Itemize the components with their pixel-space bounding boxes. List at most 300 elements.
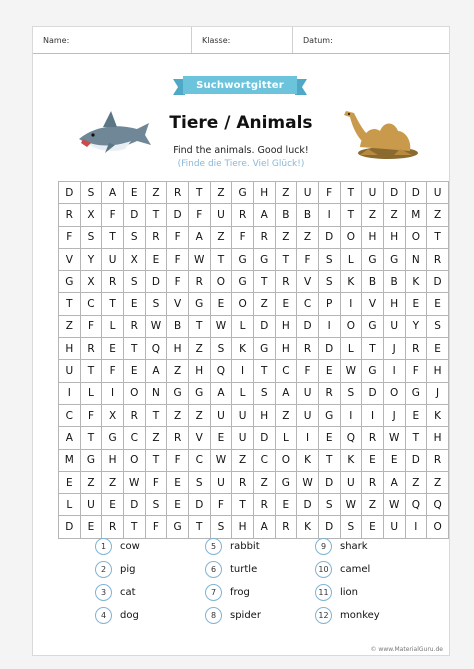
- grid-cell[interactable]: T: [188, 182, 210, 204]
- grid-cell[interactable]: U: [427, 182, 449, 204]
- grid-cell[interactable]: E: [102, 494, 124, 516]
- grid-cell[interactable]: B: [362, 271, 384, 293]
- grid-cell[interactable]: B: [167, 315, 189, 337]
- grid-cell[interactable]: U: [340, 471, 362, 493]
- grid-cell[interactable]: E: [210, 293, 232, 315]
- grid-cell[interactable]: E: [167, 471, 189, 493]
- grid-cell[interactable]: Z: [405, 471, 427, 493]
- grid-cell[interactable]: D: [59, 516, 81, 538]
- grid-cell[interactable]: O: [275, 449, 297, 471]
- grid-cell[interactable]: S: [253, 382, 275, 404]
- grid-cell[interactable]: Z: [80, 471, 102, 493]
- grid-cell[interactable]: D: [123, 494, 145, 516]
- grid-cell[interactable]: C: [275, 360, 297, 382]
- grid-cell[interactable]: G: [362, 360, 384, 382]
- grid-cell[interactable]: R: [80, 338, 102, 360]
- grid-cell[interactable]: K: [340, 271, 362, 293]
- grid-cell[interactable]: F: [232, 226, 254, 248]
- grid-cell[interactable]: Z: [275, 404, 297, 426]
- grid-cell[interactable]: G: [80, 449, 102, 471]
- grid-cell[interactable]: C: [297, 293, 319, 315]
- grid-cell[interactable]: T: [188, 315, 210, 337]
- grid-cell[interactable]: F: [297, 248, 319, 270]
- grid-cell[interactable]: I: [318, 204, 340, 226]
- grid-cell[interactable]: R: [123, 315, 145, 337]
- grid-cell[interactable]: X: [123, 248, 145, 270]
- grid-cell[interactable]: D: [383, 182, 405, 204]
- grid-cell[interactable]: H: [427, 360, 449, 382]
- grid-cell[interactable]: R: [275, 271, 297, 293]
- grid-cell[interactable]: L: [340, 248, 362, 270]
- grid-cell[interactable]: E: [405, 293, 427, 315]
- grid-cell[interactable]: U: [232, 404, 254, 426]
- grid-cell[interactable]: D: [253, 315, 275, 337]
- grid-cell[interactable]: U: [59, 360, 81, 382]
- grid-cell[interactable]: D: [123, 204, 145, 226]
- grid-cell[interactable]: A: [275, 382, 297, 404]
- grid-cell[interactable]: U: [383, 315, 405, 337]
- grid-cell[interactable]: Z: [383, 204, 405, 226]
- grid-cell[interactable]: T: [232, 494, 254, 516]
- grid-cell[interactable]: Z: [275, 182, 297, 204]
- grid-cell[interactable]: F: [80, 404, 102, 426]
- grid-cell[interactable]: C: [123, 427, 145, 449]
- grid-cell[interactable]: G: [362, 315, 384, 337]
- grid-cell[interactable]: I: [102, 382, 124, 404]
- grid-cell[interactable]: R: [232, 471, 254, 493]
- grid-cell[interactable]: R: [59, 204, 81, 226]
- grid-cell[interactable]: T: [123, 338, 145, 360]
- grid-cell[interactable]: F: [102, 204, 124, 226]
- word-text: lion: [340, 587, 359, 598]
- grid-cell[interactable]: M: [59, 449, 81, 471]
- grid-cell[interactable]: Z: [59, 315, 81, 337]
- grid-cell[interactable]: R: [123, 404, 145, 426]
- grid-cell[interactable]: O: [427, 516, 449, 538]
- grid-cell[interactable]: V: [362, 293, 384, 315]
- grid-cell[interactable]: E: [210, 427, 232, 449]
- grid-cell[interactable]: N: [405, 248, 427, 270]
- grid-cell[interactable]: C: [80, 293, 102, 315]
- date-field[interactable]: [293, 27, 449, 53]
- grid-cell[interactable]: O: [210, 271, 232, 293]
- grid-cell[interactable]: C: [188, 449, 210, 471]
- grid-cell[interactable]: G: [405, 382, 427, 404]
- grid-cell[interactable]: T: [340, 204, 362, 226]
- grid-cell[interactable]: U: [362, 182, 384, 204]
- grid-cell[interactable]: T: [145, 404, 167, 426]
- grid-cell[interactable]: F: [145, 471, 167, 493]
- grid-cell[interactable]: R: [362, 427, 384, 449]
- grid-cell[interactable]: R: [362, 471, 384, 493]
- grid-cell[interactable]: F: [210, 494, 232, 516]
- grid-cell[interactable]: D: [318, 226, 340, 248]
- grid-cell[interactable]: M: [405, 204, 427, 226]
- grid-cell[interactable]: U: [232, 427, 254, 449]
- grid-cell[interactable]: E: [123, 182, 145, 204]
- grid-cell[interactable]: H: [232, 516, 254, 538]
- grid-cell[interactable]: H: [383, 226, 405, 248]
- grid-cell[interactable]: G: [232, 182, 254, 204]
- grid-cell[interactable]: S: [210, 516, 232, 538]
- grid-cell[interactable]: U: [210, 204, 232, 226]
- grid-cell[interactable]: Z: [362, 204, 384, 226]
- grid-cell[interactable]: I: [297, 427, 319, 449]
- grid-cell[interactable]: U: [383, 516, 405, 538]
- grid-cell[interactable]: H: [383, 293, 405, 315]
- grid-cell[interactable]: L: [275, 427, 297, 449]
- grid-cell[interactable]: K: [405, 271, 427, 293]
- grid-cell[interactable]: J: [383, 338, 405, 360]
- banner-ribbon: [173, 75, 307, 97]
- grid-cell[interactable]: E: [275, 494, 297, 516]
- grid-cell[interactable]: G: [167, 516, 189, 538]
- grid-cell[interactable]: T: [188, 516, 210, 538]
- grid-cell[interactable]: O: [405, 226, 427, 248]
- grid-cell[interactable]: I: [318, 315, 340, 337]
- grid-cell[interactable]: H: [275, 315, 297, 337]
- grid-cell[interactable]: G: [383, 248, 405, 270]
- grid-cell[interactable]: A: [59, 427, 81, 449]
- name-field[interactable]: [33, 27, 192, 53]
- grid-cell[interactable]: L: [59, 494, 81, 516]
- grid-cell[interactable]: D: [405, 449, 427, 471]
- grid-cell[interactable]: Z: [102, 471, 124, 493]
- grid-cell[interactable]: J: [427, 382, 449, 404]
- grid-cell[interactable]: R: [145, 226, 167, 248]
- grid-cell[interactable]: Z: [167, 360, 189, 382]
- grid-cell[interactable]: F: [188, 204, 210, 226]
- grid-cell[interactable]: D: [253, 427, 275, 449]
- grid-cell[interactable]: W: [188, 248, 210, 270]
- grid-cell[interactable]: G: [362, 248, 384, 270]
- grid-cell[interactable]: D: [297, 315, 319, 337]
- grid-cell[interactable]: R: [318, 382, 340, 404]
- grid-cell[interactable]: R: [232, 204, 254, 226]
- grid-cell[interactable]: W: [210, 449, 232, 471]
- letter-grid-table: [58, 181, 449, 539]
- grid-cell[interactable]: E: [123, 293, 145, 315]
- grid-cell[interactable]: F: [318, 182, 340, 204]
- grid-cell[interactable]: N: [145, 382, 167, 404]
- grid-cell[interactable]: T: [275, 248, 297, 270]
- grid-cell[interactable]: Q: [210, 360, 232, 382]
- grid-cell[interactable]: H: [188, 360, 210, 382]
- grid-cell[interactable]: W: [210, 315, 232, 337]
- grid-cell[interactable]: G: [253, 248, 275, 270]
- grid-cell[interactable]: U: [102, 248, 124, 270]
- grid-cell[interactable]: H: [102, 449, 124, 471]
- grid-cell[interactable]: G: [188, 382, 210, 404]
- grid-row: [59, 182, 449, 204]
- grid-cell[interactable]: D: [405, 182, 427, 204]
- grid-cell[interactable]: E: [405, 404, 427, 426]
- grid-cell[interactable]: S: [80, 226, 102, 248]
- grid-cell[interactable]: T: [210, 248, 232, 270]
- grid-cell[interactable]: R: [275, 516, 297, 538]
- grid-cell[interactable]: X: [80, 204, 102, 226]
- grid-cell[interactable]: Z: [188, 404, 210, 426]
- grid-cell[interactable]: Y: [80, 248, 102, 270]
- word-list-item: [205, 535, 315, 558]
- grid-cell[interactable]: R: [102, 271, 124, 293]
- grid-cell[interactable]: G: [232, 248, 254, 270]
- grid-cell[interactable]: T: [340, 182, 362, 204]
- grid-cell[interactable]: K: [427, 404, 449, 426]
- grid-cell[interactable]: A: [102, 182, 124, 204]
- grid-cell[interactable]: I: [383, 360, 405, 382]
- word-list-item: [315, 604, 425, 627]
- grid-cell[interactable]: Z: [253, 471, 275, 493]
- grid-cell[interactable]: D: [362, 382, 384, 404]
- grid-cell[interactable]: D: [59, 182, 81, 204]
- grid-cell[interactable]: T: [253, 360, 275, 382]
- grid-cell[interactable]: U: [80, 494, 102, 516]
- grid-cell[interactable]: F: [167, 449, 189, 471]
- grid-cell[interactable]: T: [362, 338, 384, 360]
- grid-cell[interactable]: S: [340, 382, 362, 404]
- grid-cell[interactable]: I: [340, 293, 362, 315]
- grid-cell[interactable]: D: [145, 271, 167, 293]
- grid-cell[interactable]: G: [102, 427, 124, 449]
- grid-cell[interactable]: T: [102, 226, 124, 248]
- grid-cell[interactable]: Z: [145, 427, 167, 449]
- grid-cell[interactable]: R: [297, 338, 319, 360]
- grid-cell[interactable]: Y: [405, 315, 427, 337]
- grid-cell[interactable]: K: [232, 338, 254, 360]
- grid-cell[interactable]: Z: [188, 338, 210, 360]
- grid-cell[interactable]: S: [210, 338, 232, 360]
- grid-cell[interactable]: L: [232, 382, 254, 404]
- grid-cell[interactable]: D: [318, 338, 340, 360]
- grid-cell[interactable]: I: [59, 382, 81, 404]
- grid-cell[interactable]: O: [340, 226, 362, 248]
- grid-cell[interactable]: I: [340, 404, 362, 426]
- grid-cell[interactable]: L: [80, 382, 102, 404]
- grid-cell[interactable]: H: [275, 338, 297, 360]
- grid-cell[interactable]: E: [318, 427, 340, 449]
- grid-cell[interactable]: T: [145, 449, 167, 471]
- grid-cell[interactable]: R: [167, 427, 189, 449]
- grid-cell[interactable]: G: [275, 471, 297, 493]
- grid-cell[interactable]: C: [59, 404, 81, 426]
- grid-cell[interactable]: S: [318, 248, 340, 270]
- grid-cell[interactable]: I: [405, 516, 427, 538]
- grid-cell[interactable]: G: [318, 404, 340, 426]
- grid-cell[interactable]: G: [167, 382, 189, 404]
- grid-cell[interactable]: Z: [145, 182, 167, 204]
- grid-cell[interactable]: O: [123, 382, 145, 404]
- grid-cell[interactable]: Z: [210, 226, 232, 248]
- grid-cell[interactable]: E: [167, 494, 189, 516]
- grid-cell[interactable]: B: [275, 204, 297, 226]
- grid-cell[interactable]: A: [253, 204, 275, 226]
- grid-cell[interactable]: A: [188, 226, 210, 248]
- grid-cell[interactable]: S: [123, 226, 145, 248]
- grid-cell[interactable]: B: [383, 271, 405, 293]
- grid-cell[interactable]: R: [405, 338, 427, 360]
- grid-cell[interactable]: D: [167, 204, 189, 226]
- grid-cell[interactable]: E: [275, 293, 297, 315]
- grid-cell[interactable]: T: [59, 293, 81, 315]
- grid-cell[interactable]: V: [297, 271, 319, 293]
- grid-cell[interactable]: R: [102, 516, 124, 538]
- grid-cell[interactable]: X: [80, 271, 102, 293]
- grid-cell[interactable]: G: [59, 271, 81, 293]
- grid-cell[interactable]: R: [188, 271, 210, 293]
- grid-cell[interactable]: T: [123, 516, 145, 538]
- grid-cell[interactable]: G: [232, 271, 254, 293]
- grid-cell[interactable]: F: [167, 248, 189, 270]
- grid-cell[interactable]: E: [427, 338, 449, 360]
- grid-cell[interactable]: S: [188, 471, 210, 493]
- grid-cell[interactable]: D: [427, 271, 449, 293]
- grid-cell[interactable]: W: [145, 315, 167, 337]
- grid-cell[interactable]: F: [80, 315, 102, 337]
- grid-cell[interactable]: D: [188, 494, 210, 516]
- grid-cell[interactable]: I: [362, 404, 384, 426]
- grid-cell[interactable]: O: [232, 293, 254, 315]
- grid-cell[interactable]: E: [123, 360, 145, 382]
- grid-cell[interactable]: A: [253, 516, 275, 538]
- grid-cell[interactable]: T: [80, 427, 102, 449]
- grid-cell[interactable]: Z: [275, 226, 297, 248]
- grid-cell[interactable]: S: [145, 293, 167, 315]
- grid-cell[interactable]: K: [340, 449, 362, 471]
- grid-cell[interactable]: S: [123, 271, 145, 293]
- grid-cell[interactable]: L: [232, 315, 254, 337]
- grid-cell[interactable]: H: [59, 338, 81, 360]
- grid-cell[interactable]: Z: [232, 449, 254, 471]
- grid-cell[interactable]: Z: [362, 494, 384, 516]
- grid-cell[interactable]: Q: [427, 494, 449, 516]
- grid-cell[interactable]: G: [188, 293, 210, 315]
- grid-cell[interactable]: E: [59, 471, 81, 493]
- grid-cell[interactable]: S: [318, 271, 340, 293]
- grid-cell[interactable]: H: [427, 427, 449, 449]
- grid-cell[interactable]: O: [340, 315, 362, 337]
- grid-cell[interactable]: E: [427, 293, 449, 315]
- grid-cell[interactable]: E: [318, 360, 340, 382]
- grid-cell[interactable]: A: [145, 360, 167, 382]
- grid-cell[interactable]: C: [253, 449, 275, 471]
- grid-cell[interactable]: Q: [145, 338, 167, 360]
- grid-cell[interactable]: Q: [340, 427, 362, 449]
- grid-cell[interactable]: J: [383, 404, 405, 426]
- grid-cell[interactable]: Z: [427, 471, 449, 493]
- grid-cell[interactable]: L: [102, 315, 124, 337]
- grid-cell[interactable]: F: [167, 226, 189, 248]
- grid-cell[interactable]: Z: [253, 293, 275, 315]
- grid-cell[interactable]: H: [253, 182, 275, 204]
- grid-cell[interactable]: A: [210, 382, 232, 404]
- grid-cell[interactable]: T: [427, 226, 449, 248]
- grid-cell[interactable]: S: [340, 516, 362, 538]
- grid-cell[interactable]: L: [340, 338, 362, 360]
- grid-cell[interactable]: E: [362, 516, 384, 538]
- grid-cell[interactable]: R: [253, 494, 275, 516]
- grid-cell[interactable]: D: [318, 471, 340, 493]
- grid-cell[interactable]: F: [297, 360, 319, 382]
- grid-cell[interactable]: T: [405, 427, 427, 449]
- grid-cell[interactable]: E: [80, 516, 102, 538]
- grid-cell[interactable]: K: [297, 449, 319, 471]
- grid-cell[interactable]: R: [253, 226, 275, 248]
- grid-cell[interactable]: I: [232, 360, 254, 382]
- grid-cell[interactable]: F: [59, 226, 81, 248]
- grid-cell[interactable]: W: [123, 471, 145, 493]
- grid-cell[interactable]: R: [167, 182, 189, 204]
- grid-cell[interactable]: E: [145, 248, 167, 270]
- grid-cell[interactable]: K: [297, 516, 319, 538]
- grid-cell[interactable]: W: [297, 471, 319, 493]
- grid-cell[interactable]: A: [383, 471, 405, 493]
- grid-cell[interactable]: T: [102, 293, 124, 315]
- grid-cell[interactable]: U: [297, 404, 319, 426]
- grid-cell[interactable]: Z: [167, 404, 189, 426]
- grid-cell[interactable]: H: [253, 404, 275, 426]
- grid-cell[interactable]: O: [123, 449, 145, 471]
- grid-cell[interactable]: F: [405, 360, 427, 382]
- grid-cell[interactable]: E: [362, 449, 384, 471]
- grid-row: [59, 338, 449, 360]
- grid-cell[interactable]: W: [383, 427, 405, 449]
- grid-cell[interactable]: S: [427, 315, 449, 337]
- grid-cell[interactable]: S: [318, 494, 340, 516]
- grid-cell[interactable]: X: [102, 404, 124, 426]
- grid-cell[interactable]: F: [145, 516, 167, 538]
- grid-cell[interactable]: Q: [405, 494, 427, 516]
- grid-cell[interactable]: F: [167, 271, 189, 293]
- grid-cell[interactable]: H: [362, 226, 384, 248]
- grid-cell[interactable]: R: [427, 449, 449, 471]
- grid-cell[interactable]: V: [59, 248, 81, 270]
- grid-cell[interactable]: T: [145, 204, 167, 226]
- grid-cell[interactable]: S: [145, 494, 167, 516]
- grid-cell[interactable]: T: [80, 360, 102, 382]
- grid-cell[interactable]: V: [167, 293, 189, 315]
- grid-cell[interactable]: E: [102, 338, 124, 360]
- grid-cell[interactable]: U: [297, 182, 319, 204]
- grid-cell[interactable]: D: [318, 516, 340, 538]
- grid-cell[interactable]: U: [297, 382, 319, 404]
- grid-cell[interactable]: T: [318, 449, 340, 471]
- grid-cell[interactable]: D: [297, 494, 319, 516]
- grid-cell[interactable]: Z: [427, 204, 449, 226]
- grid-cell[interactable]: W: [340, 494, 362, 516]
- grid-cell[interactable]: W: [383, 494, 405, 516]
- grid-cell[interactable]: W: [340, 360, 362, 382]
- grid-cell[interactable]: R: [427, 248, 449, 270]
- grid-cell[interactable]: S: [80, 182, 102, 204]
- grid-cell[interactable]: O: [383, 382, 405, 404]
- grid-cell[interactable]: P: [318, 293, 340, 315]
- grid-cell[interactable]: F: [102, 360, 124, 382]
- grid-row: [59, 382, 449, 404]
- grid-cell[interactable]: T: [253, 271, 275, 293]
- grid-cell[interactable]: E: [383, 449, 405, 471]
- grid-cell[interactable]: H: [167, 338, 189, 360]
- grid-cell[interactable]: V: [188, 427, 210, 449]
- class-field[interactable]: [192, 27, 293, 53]
- grid-cell[interactable]: Z: [210, 182, 232, 204]
- grid-cell[interactable]: U: [210, 471, 232, 493]
- grid-cell[interactable]: U: [210, 404, 232, 426]
- word-number-badge: 1: [95, 538, 112, 555]
- grid-cell[interactable]: B: [297, 204, 319, 226]
- grid-cell[interactable]: Z: [297, 226, 319, 248]
- grid-cell[interactable]: G: [253, 338, 275, 360]
